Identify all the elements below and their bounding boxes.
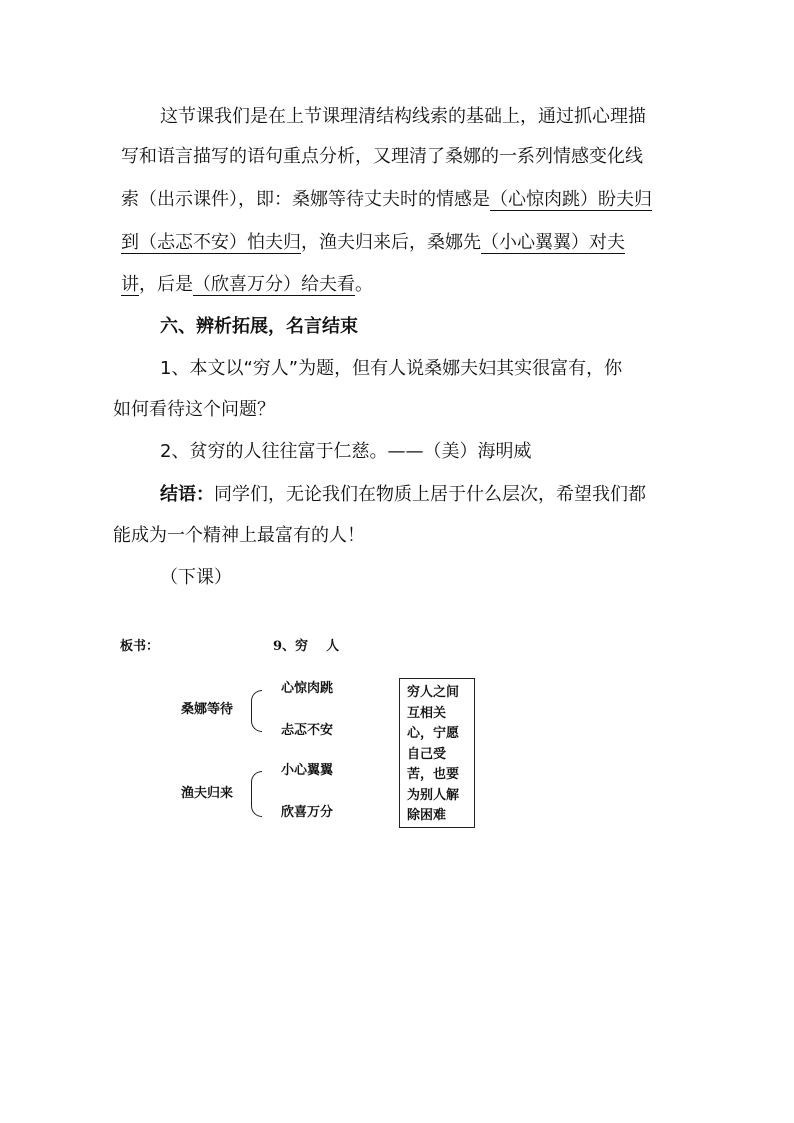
board-group-2-name: 渔夫归来: [181, 786, 234, 801]
board-label: 板书：: [120, 639, 160, 654]
underlined-emotion-3: （小心翼翼）对夫: [481, 232, 625, 253]
paragraph-line-3-text: 索（出示课件），即：桑娜等待丈夫时的情感是: [121, 189, 490, 210]
board-summary-box: [399, 678, 475, 828]
underlined-emotion-2: （忐忑不安）怕夫归: [139, 232, 301, 253]
conclusion-label: 结语：: [160, 484, 214, 505]
paragraph-line-5-end: 。: [355, 274, 373, 295]
quote-line: 2、贫穷的人往往富于仁慈。——（美）海明威: [160, 441, 532, 462]
board-title: 9、穷 人: [273, 639, 340, 654]
paragraph-line-4: [121, 230, 625, 256]
box-line: 为别人解: [407, 787, 460, 803]
box-line: 除困难: [407, 808, 447, 823]
section-heading: 六、辨析拓展，名言结束: [160, 316, 358, 337]
brace-group-1: [251, 690, 262, 732]
paragraph-line-1: 这节课我们是在上节课理清结构线索的基础上，通过抓心理描: [160, 106, 646, 127]
board-group-2-item-2: 欣喜万分: [281, 805, 334, 820]
underlined-emotion-4: （欣喜万分）给夫看: [193, 274, 355, 295]
underlined-fragment-dao: 到: [121, 232, 139, 253]
box-line: 互相关: [407, 705, 447, 721]
paragraph-line-5-text: ，后是: [139, 274, 193, 295]
conclusion-text: 同学们，无论我们在物质上居于什么层次，希望我们都: [214, 484, 646, 505]
box-line: 自己受: [407, 746, 447, 762]
end-note: （下课）: [160, 567, 232, 588]
paragraph-line-5: [121, 272, 373, 298]
underlined-emotion-1: （心惊肉跳）盼夫归: [490, 189, 652, 210]
question-1-line-1: 1、本文以“穷人”为题，但有人说桑娜夫妇其实很富有，你: [160, 358, 623, 379]
box-line: 心，宁愿: [407, 726, 460, 741]
paragraph-line-3: [121, 187, 652, 213]
paragraph-line-2: 写和语言描写的语句重点分析，又理清了桑娜的一系列情感变化线: [121, 146, 643, 167]
conclusion-line-1: [160, 482, 646, 508]
board-group-1-name: 桑娜等待: [181, 702, 234, 717]
box-line: 苦，也要: [407, 767, 460, 782]
board-group-1-item-2: 忐忑不安: [281, 723, 334, 738]
box-line: 穷人之间: [407, 685, 460, 700]
brace-group-2: [251, 771, 262, 817]
board-group-1-item-1: 心惊肉跳: [281, 681, 334, 696]
question-1-line-2: 如何看待这个问题？: [113, 399, 275, 420]
underlined-fragment-jiang: 讲: [121, 274, 139, 295]
board-group-2-item-1: 小心翼翼: [281, 763, 334, 778]
conclusion-line-2: 能成为一个精神上最富有的人！: [113, 525, 365, 546]
paragraph-line-4-text: ，渔夫归来后，桑娜先: [301, 232, 481, 253]
